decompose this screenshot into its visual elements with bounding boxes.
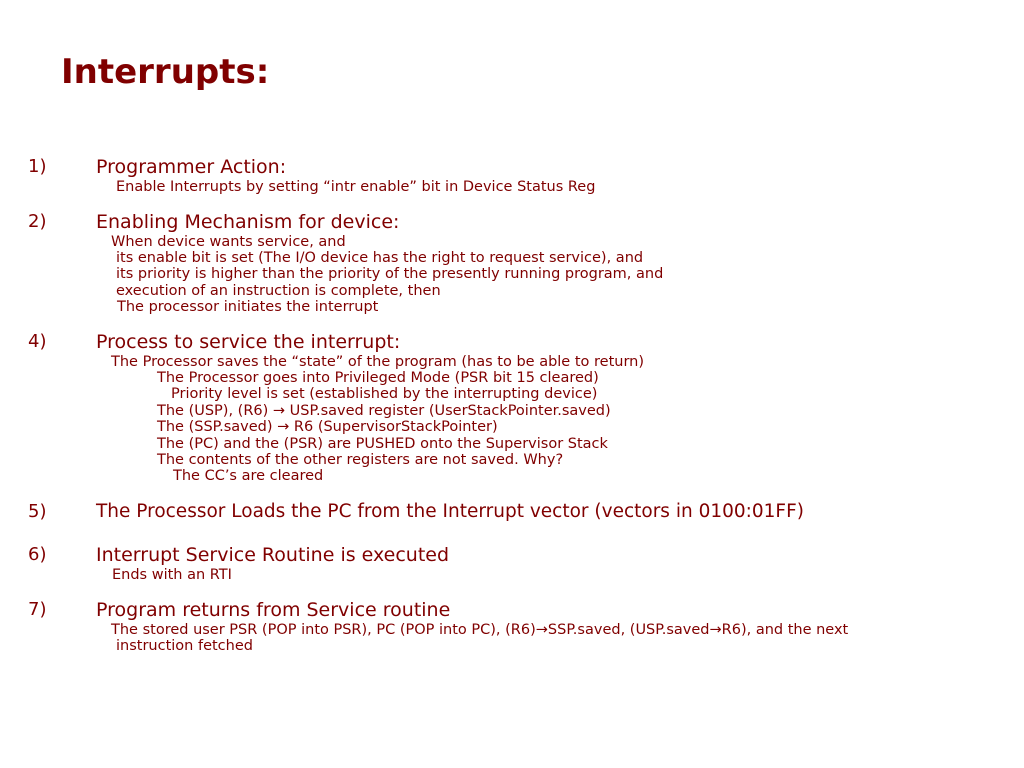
slide-title: Interrupts: xyxy=(61,52,270,92)
item-line: When device wants service, and xyxy=(111,234,346,250)
item-line: The contents of the other registers are not saved. Why? xyxy=(157,452,564,468)
item-line: its enable bit is set (The I/O device has the right to request service), and xyxy=(116,250,644,266)
item-number: 2) xyxy=(28,211,47,232)
item-number: 1) xyxy=(28,156,47,177)
item-line: its priority is higher than the priority of the presently running program, and xyxy=(116,266,664,282)
item-number: 4) xyxy=(28,331,47,352)
item-line: The (PC) and the (PSR) are PUSHED onto the Supervisor Stack xyxy=(157,436,608,452)
item-line: Enable Interrupts by setting “intr enable” bit in Device Status Reg xyxy=(116,179,596,195)
item-line: The (USP), (R6) → USP.saved register (UserStackPointer.saved) xyxy=(157,403,611,419)
item-line: The Processor goes into Privileged Mode (PSR bit 15 cleared) xyxy=(157,370,599,386)
item-line: Priority level is set (established by the interrupting device) xyxy=(171,386,598,402)
item-line: The stored user PSR (POP into PSR), PC (POP into PC), (R6)→SSP.saved, (USP.saved→R6), and the next xyxy=(111,622,849,638)
item-line: instruction fetched xyxy=(116,638,253,654)
item-line: execution of an instruction is complete, then xyxy=(116,283,441,299)
item-heading: Enabling Mechanism for device: xyxy=(96,211,400,233)
item-number: 7) xyxy=(28,599,47,620)
item-heading: Program returns from Service routine xyxy=(96,599,451,621)
item-heading: The Processor Loads the PC from the Interrupt vector (vectors in 0100:01FF) xyxy=(96,501,804,522)
item-number: 6) xyxy=(28,544,47,565)
item-heading: Process to service the interrupt: xyxy=(96,331,401,353)
item-line: Ends with an RTI xyxy=(112,567,232,583)
item-heading: Programmer Action: xyxy=(96,156,287,178)
item-number: 5) xyxy=(28,501,47,522)
item-line: The Processor saves the “state” of the program (has to be able to return) xyxy=(111,354,644,370)
item-heading: Interrupt Service Routine is executed xyxy=(96,544,450,566)
item-line: The processor initiates the interrupt xyxy=(117,299,379,315)
item-line: The CC’s are cleared xyxy=(173,468,324,484)
item-line: The (SSP.saved) → R6 (SupervisorStackPointer) xyxy=(157,419,498,435)
